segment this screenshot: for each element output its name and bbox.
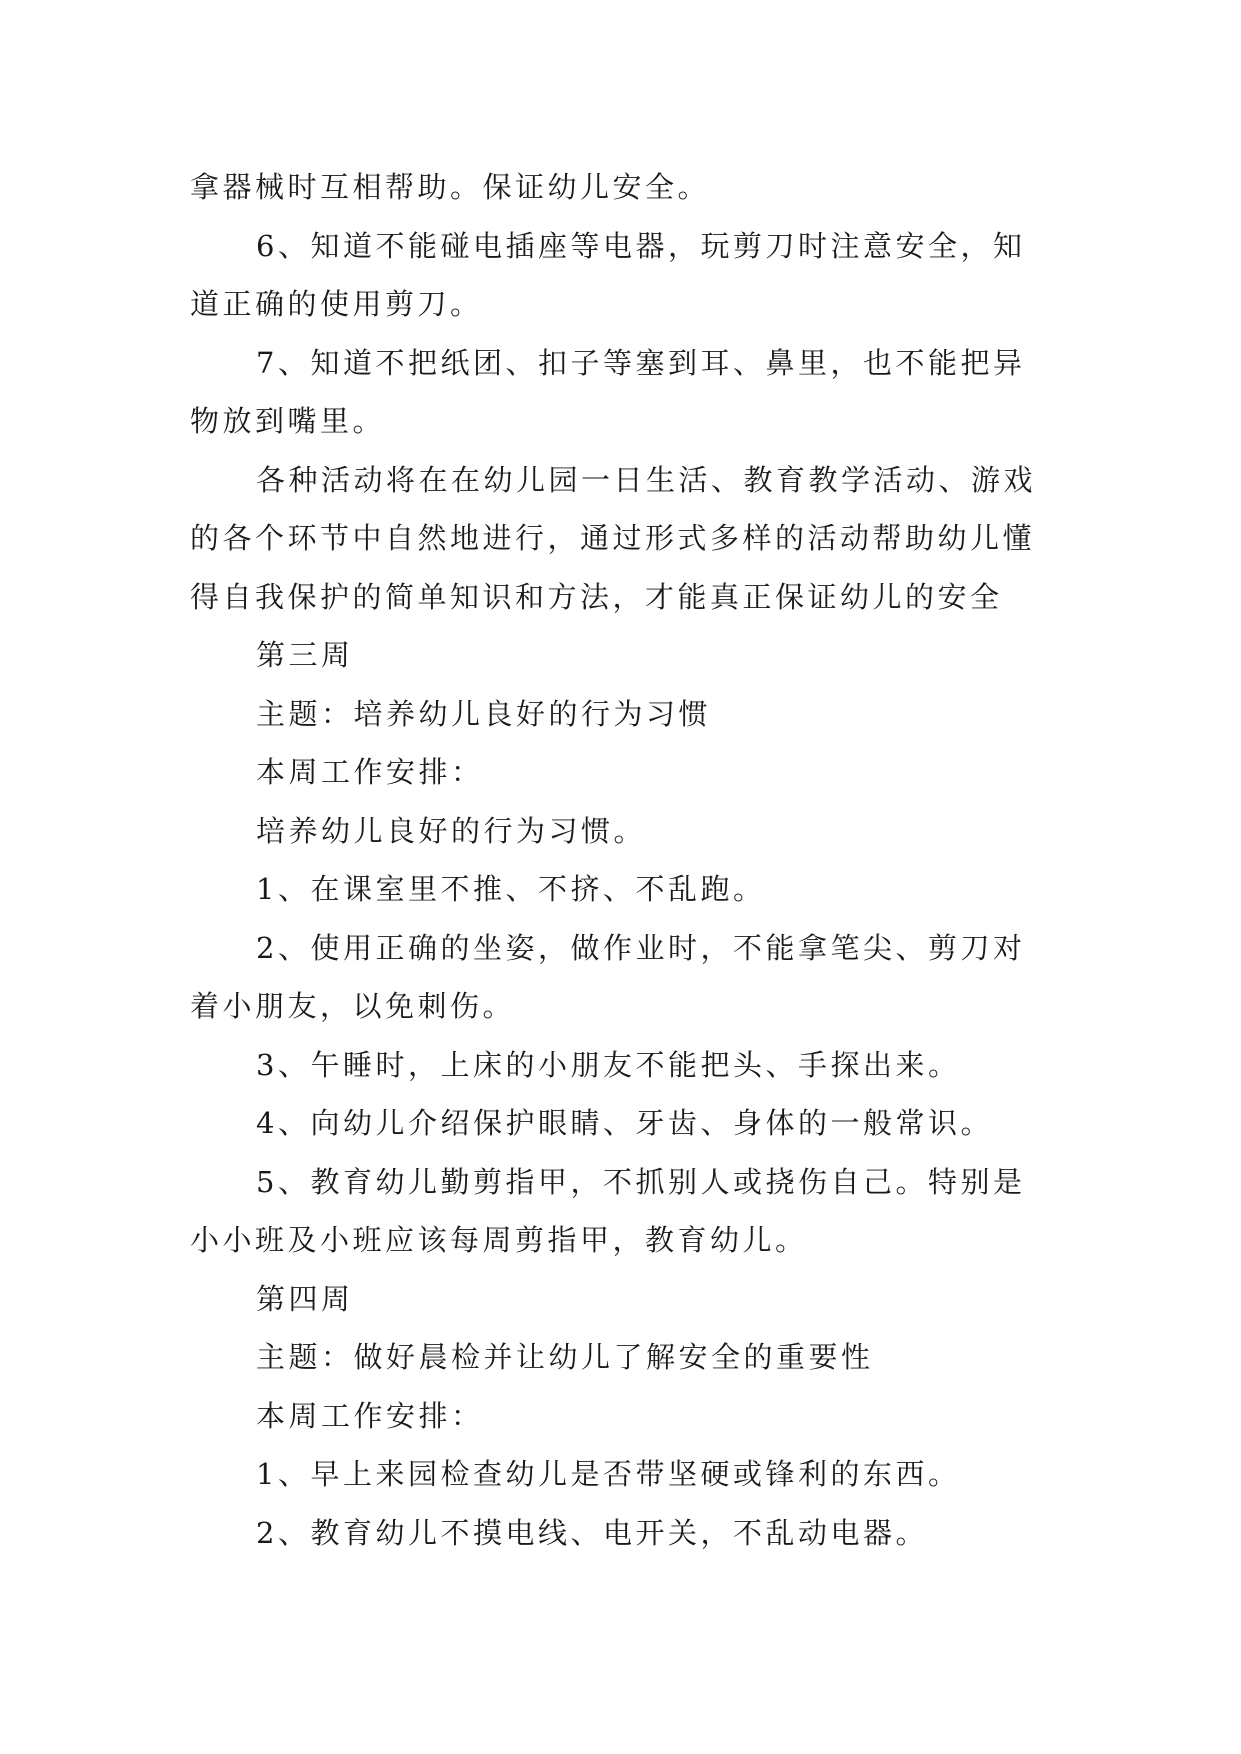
text-line: 5、教育幼儿勤剪指甲，不抓别人或挠伤自己。特别是: [256, 1164, 1026, 1199]
text-line: 本周工作安排：: [256, 1398, 484, 1433]
text-line: 得自我保护的简单知识和方法，才能真正保证幼儿的安全: [190, 579, 1003, 614]
text-line: 的各个环节中自然地进行，通过形式多样的活动帮助幼儿懂: [190, 521, 1036, 555]
text-line: 第三周: [256, 638, 354, 672]
text-line: 3、午睡时，上床的小朋友不能把头、手探出来。: [256, 1047, 961, 1082]
text-line: 6、知道不能碰电插座等电器，玩剪刀时注意安全，知: [256, 228, 1026, 263]
text-line: 道正确的使用剪刀。: [190, 287, 483, 321]
text-line: 各种活动将在在幼儿园一日生活、教育教学活动、游戏: [256, 462, 1037, 497]
text-line: 2、教育幼儿不摸电线、电开关，不乱动电器。: [256, 1515, 928, 1550]
text-line: 主题：培养幼儿良好的行为习惯: [256, 696, 712, 731]
text-line: 培养幼儿良好的行为习惯。: [256, 813, 647, 848]
text-line: 物放到嘴里。: [190, 404, 386, 438]
text-line: 小小班及小班应该每周剪指甲，教育幼儿。: [190, 1223, 808, 1257]
text-line: 7、知道不把纸团、扣子等塞到耳、鼻里，也不能把异: [256, 345, 1026, 380]
text-line: 4、向幼儿介绍保护眼睛、牙齿、身体的一般常识。: [256, 1106, 993, 1140]
text-line: 拿器械时互相帮助。保证幼儿安全。: [190, 170, 711, 204]
text-line: 本周工作安排：: [256, 755, 484, 789]
text-line: 第四周: [256, 1281, 354, 1316]
text-line: 主题：做好晨检并让幼儿了解安全的重要性: [256, 1340, 874, 1374]
document-body: [190, 158, 1050, 1562]
text-line: 2、使用正确的坐姿，做作业时，不能拿笔尖、剪刀对: [256, 930, 1026, 965]
text-line: 1、早上来园检查幼儿是否带坚硬或锋利的东西。: [256, 1457, 961, 1491]
text-line: 着小朋友，以免刺伤。: [190, 989, 516, 1023]
text-line: 1、在课室里不推、不挤、不乱跑。: [256, 872, 766, 906]
